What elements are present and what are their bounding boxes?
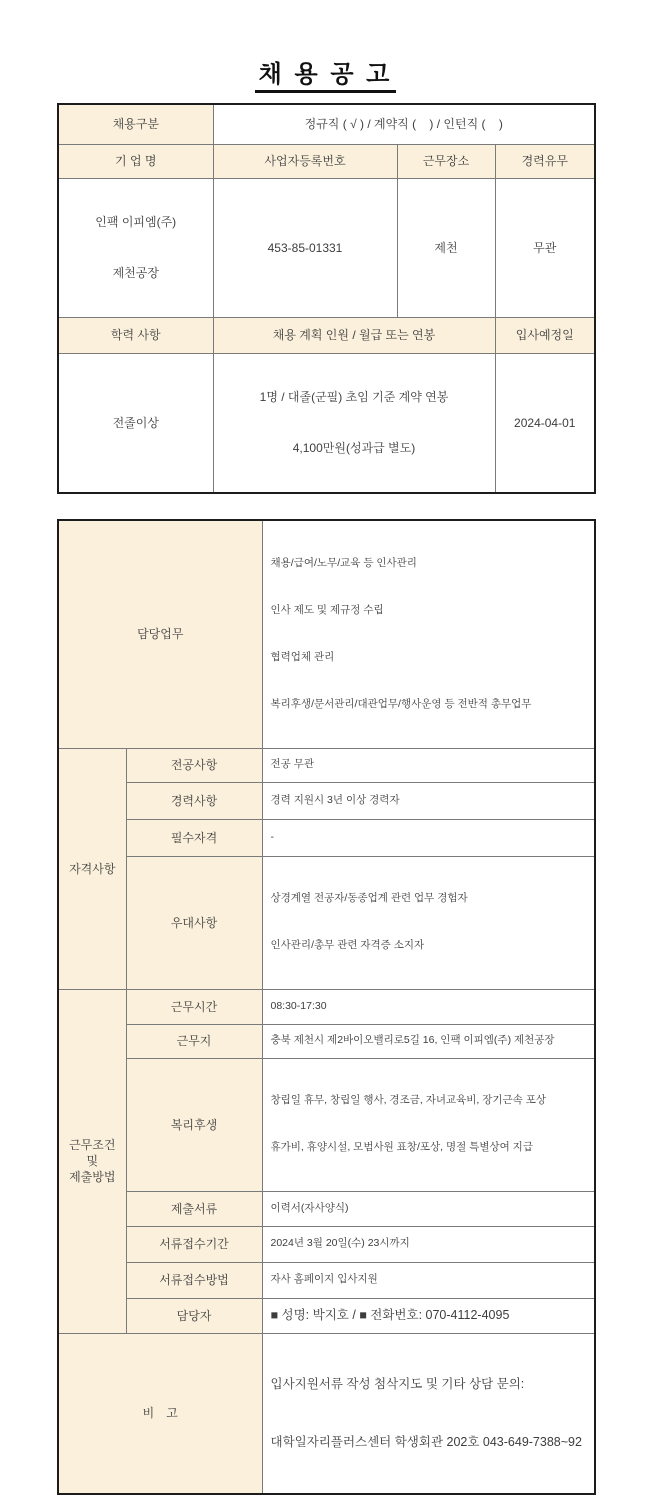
duty-line2: 인사 제도 및 제규정 수립	[270, 603, 384, 616]
welfare-value	[262, 1058, 595, 1191]
education-label: 학력 사항	[58, 317, 213, 353]
company-name-line2: 제천공장	[112, 265, 159, 280]
work-site-value: 충북 제천시 제2바이오밸리로5길 16, 인팩 이피엠(주) 제천공장	[262, 1024, 595, 1058]
table-row	[58, 1226, 595, 1262]
table-row	[58, 1058, 595, 1191]
table-row	[58, 1024, 595, 1058]
conditions-group-label	[58, 989, 126, 1333]
duty-value	[262, 520, 595, 748]
work-hours-label: 근무시간	[126, 989, 262, 1024]
duty-label: 담당업무	[58, 520, 262, 748]
summary-table	[57, 103, 596, 494]
duty-line1: 채용/급여/노무/교육 등 인사관리	[270, 556, 417, 569]
career-history-value: 경력 지원시 3년 이상 경력자	[262, 782, 595, 819]
table-row	[58, 819, 595, 856]
table-row	[58, 856, 595, 989]
preferred-line1: 상경계열 전공자/동종업계 관련 업무 경험자	[270, 892, 468, 905]
application-method-value: 자사 홈페이지 입사지원	[262, 1262, 595, 1298]
business-number-value: 453-85-01331	[213, 178, 397, 317]
company-name-value	[58, 178, 213, 317]
remarks-label: 비 고	[58, 1333, 262, 1494]
recruit-type-label: 채용구분	[58, 104, 213, 144]
preferred-line2: 인사관리/총무 관련 자격증 소지자	[270, 939, 425, 952]
work-hours-value: 08:30-17:30	[262, 989, 595, 1024]
application-period-value: 2024년 3월 20일(수) 23시까지	[262, 1226, 595, 1262]
qualification-group-label: 자격사항	[58, 748, 126, 989]
hiring-plan-value	[213, 353, 495, 493]
table-row	[58, 353, 595, 493]
contact-person-value: ■ 성명: 박지호 / ■ 전화번호: 070-4112-4095	[262, 1298, 595, 1333]
table-row	[58, 1333, 595, 1494]
major-value: 전공 무관	[262, 748, 595, 782]
remarks-line1: 입사지원서류 작성 첨삭지도 및 기타 상담 문의:	[270, 1377, 525, 1392]
welfare-line1: 창립일 휴무, 창립일 행사, 경조금, 자녀교육비, 장기근속 포상	[270, 1094, 547, 1107]
table-row	[58, 520, 595, 748]
career-required-label: 경력유무	[495, 144, 595, 178]
start-date-label: 입사예정일	[495, 317, 595, 353]
conditions-group-line3: 제출방법	[69, 1170, 116, 1185]
hiring-plan-line1: 1명 / 대졸(군필) 초임 기준 계약 연봉	[259, 390, 449, 405]
conditions-group-line1: 근무조건	[69, 1137, 116, 1152]
preferred-value	[262, 856, 595, 989]
welfare-label: 복리후생	[126, 1058, 262, 1191]
table-row	[58, 317, 595, 353]
career-history-label: 경력사항	[126, 782, 262, 819]
business-number-label: 사업자등록번호	[213, 144, 397, 178]
major-label: 전공사항	[126, 748, 262, 782]
workplace-value: 제천	[397, 178, 495, 317]
start-date-value: 2024-04-01	[495, 353, 595, 493]
required-cert-value: -	[262, 819, 595, 856]
remarks-value	[262, 1333, 595, 1494]
hiring-plan-label: 채용 계획 인원 / 월급 또는 연봉	[213, 317, 495, 353]
application-period-label: 서류접수기간	[126, 1226, 262, 1262]
career-required-value: 무관	[495, 178, 595, 317]
company-name-line1: 인팩 이피엠(주)	[95, 214, 177, 229]
title-row	[0, 0, 651, 93]
recruit-type-value: 정규직 ( √ ) / 계약직 ( ) / 인턴직 ( )	[213, 104, 595, 144]
work-site-label: 근무지	[126, 1024, 262, 1058]
company-name-label: 기 업 명	[58, 144, 213, 178]
hiring-plan-line2: 4,100만원(성과급 별도)	[292, 441, 416, 456]
table-row	[58, 178, 595, 317]
workplace-label: 근무장소	[397, 144, 495, 178]
duty-line3: 협력업체 관리	[270, 651, 335, 664]
table-row	[58, 1191, 595, 1226]
duty-line4: 복리후생/문서관리/대관업무/행사운영 등 전반적 총무업무	[270, 698, 532, 711]
table-row	[58, 144, 595, 178]
remarks-line2: 대학일자리플러스센터 학생회관 202호 043-649-7388~92	[270, 1434, 582, 1449]
details-table	[57, 519, 596, 1495]
preferred-label: 우대사항	[126, 856, 262, 989]
required-cert-label: 필수자격	[126, 819, 262, 856]
documents-label: 제출서류	[126, 1191, 262, 1226]
table-row	[58, 782, 595, 819]
table-row	[58, 989, 595, 1024]
table-row	[58, 104, 595, 144]
conditions-group-line2: 및	[86, 1154, 99, 1169]
contact-person-label: 담당자	[126, 1298, 262, 1333]
welfare-line2: 휴가비, 휴양시설, 모범사원 표창/포상, 명절 특별상여 지급	[270, 1141, 533, 1154]
table-row	[58, 748, 595, 782]
page-title: 채 용 공 고	[255, 54, 397, 93]
table-row	[58, 1298, 595, 1333]
education-value: 전졸이상	[58, 353, 213, 493]
application-method-label: 서류접수방법	[126, 1262, 262, 1298]
table-row	[58, 1262, 595, 1298]
documents-value: 이력서(자사양식)	[262, 1191, 595, 1226]
